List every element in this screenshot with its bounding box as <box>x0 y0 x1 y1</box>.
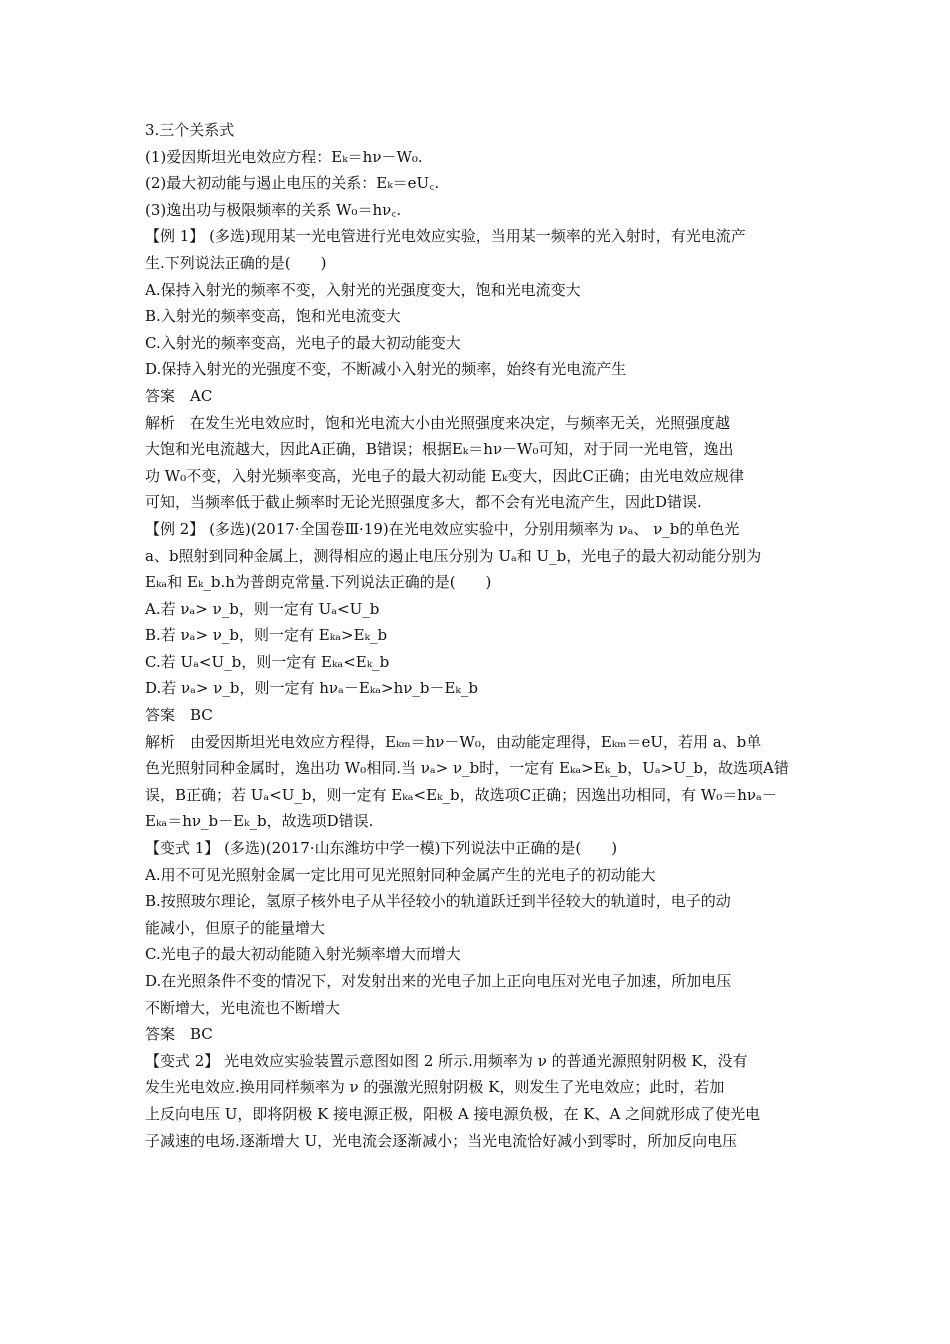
text-line: 能减小，但原子的能量增大 <box>145 918 326 937</box>
text-line: 解析 由爱因斯坦光电效应方程得，Eₖₘ＝hν－W₀，由动能定理得，Eₖₘ＝eU，若用 a、b单 <box>145 732 762 751</box>
text-line: a、b照射到同种金属上，测得相应的遏止电压分别为 Uₐ和 U_b，光电子的最大初动能分别为 <box>145 546 762 565</box>
text-line: 发生光电效应.换用同样频率为 ν 的强激光照射阴极 K，则发生了光电效应；此时，若加 <box>145 1078 725 1097</box>
text-line: B.若 νₐ> ν_b，则一定有 Eₖₐ>Eₖ_b <box>145 626 388 645</box>
text-line: 功 W₀不变，入射光频率变高，光电子的最大初动能 Eₖ变大，因此C正确；由光电效应规律 <box>145 466 744 485</box>
text-line: 【例 2】 (多选)(2017·全国卷Ⅲ·19)在光电效应实验中，分别用频率为 νₐ、 ν_b的单色光 <box>145 519 740 538</box>
text-line: A.若 νₐ> ν_b，则一定有 Uₐ<U_b <box>145 599 380 618</box>
text-line: 误，B正确；若 Uₐ<U_b，则一定有 Eₖₐ<Eₖ_b，故选项C正确；因逸出功相同，有 W₀＝hνₐ－ <box>145 785 777 804</box>
text-line: Eₖₐ和 Eₖ_b.h为普朗克常量.下列说法正确的是( ) <box>145 573 492 592</box>
text-line: 答案 AC <box>145 386 213 405</box>
text-line: (3)逸出功与极限频率的关系 W₀＝hν꜀. <box>145 200 402 219</box>
text-line: C.光电子的最大初动能随入射光频率增大而增大 <box>145 945 461 964</box>
text-line: (1)爱因斯坦光电效应方程：Eₖ＝hν－W₀. <box>145 147 423 166</box>
text-line: 【变式 2】 光电效应实验装置示意图如图 2 所示.用频率为 ν 的普通光源照射阴极 K，没有 <box>145 1051 748 1070</box>
text-line: 大饱和光电流越大，因此A正确，B错误；根据Eₖ＝hν－W₀可知，对于同一光电管，逸出 <box>145 440 734 459</box>
text-line: 【例 1】 (多选)现用某一光电管进行光电效应实验，当用某一频率的光入射时，有光电流产 <box>145 227 746 246</box>
text-line: 子减速的电场.逐渐增大 U，光电流会逐渐减小；当光电流恰好减小到零时，所加反向电压 <box>145 1131 738 1150</box>
text-line: A.用不可见光照射金属一定比用可见光照射同种金属产生的光电子的初动能大 <box>145 865 656 884</box>
text-line: C.入射光的频率变高，光电子的最大初动能变大 <box>145 333 461 352</box>
text-line: (2)最大初动能与遏止电压的关系：Eₖ＝eU꜀. <box>145 174 440 193</box>
text-line: 生.下列说法正确的是( ) <box>145 253 327 272</box>
text-line: 3.三个关系式 <box>145 121 235 139</box>
text-line: A.保持入射光的频率不变，入射光的光强度变大，饱和光电流变大 <box>145 280 581 299</box>
text-line: B.入射光的频率变高，饱和光电流变大 <box>145 307 401 326</box>
text-line: 解析 在发生光电效应时，饱和光电流大小由光照强度来决定，与频率无关，光照强度越 <box>145 413 731 432</box>
text-line: 不断增大，光电流也不断增大 <box>145 998 341 1017</box>
text-line: 上反向电压 U，即将阴极 K 接电源正极，阳极 A 接电源负极，在 K、A 之间就形成了使光电 <box>145 1104 761 1123</box>
text-line: 【变式 1】 (多选)(2017·山东潍坊中学一模)下列说法中正确的是( ) <box>145 839 618 858</box>
document-body <box>145 117 810 1154</box>
text-line: 色光照射同种金属时，逸出功 W₀相同.当 νₐ> ν_b时，一定有 Eₖₐ>Eₖ_b，Uₐ>U_b，故选项A错 <box>145 759 789 778</box>
text-line: B.按照玻尔理论，氢原子核外电子从半径较小的轨道跃迁到半径较大的轨道时，电子的动 <box>145 892 731 911</box>
text-line: 可知，当频率低于截止频率时无论光照强度多大，都不会有光电流产生，因此D错误. <box>145 493 702 512</box>
text-line: 答案 BC <box>145 1025 213 1044</box>
text-line: D.保持入射光的光强度不变，不断减小入射光的频率，始终有光电流产生 <box>145 360 627 379</box>
text-line: 答案 BC <box>145 706 213 725</box>
text-line: D.在光照条件不变的情况下，对发射出来的光电子加上正向电压对光电子加速，所加电压 <box>145 972 732 990</box>
text-line: Eₖₐ＝hν_b－Eₖ_b，故选项D错误. <box>145 812 374 831</box>
text-line: D.若 νₐ> ν_b，则一定有 hνₐ－Eₖₐ>hν_b－Eₖ_b <box>145 679 479 698</box>
text-line: C.若 Uₐ<U_b，则一定有 Eₖₐ<Eₖ_b <box>145 652 390 671</box>
